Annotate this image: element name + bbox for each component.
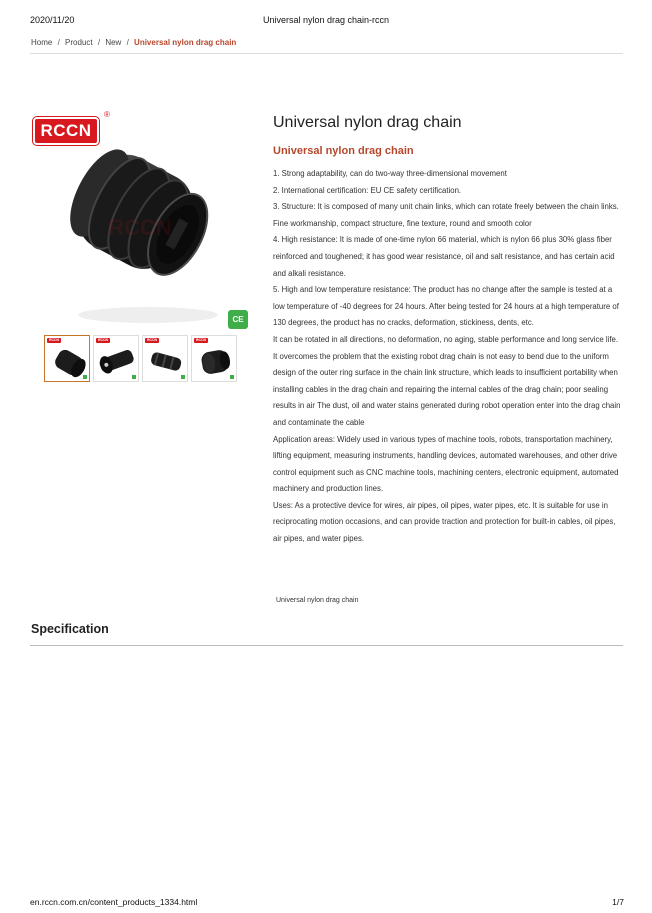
svg-text:RCCN: RCCN	[108, 215, 172, 240]
image-caption: Universal nylon drag chain	[276, 597, 359, 604]
description-paragraph: 2. International certification: EU CE safety certification.	[273, 185, 462, 195]
ce-mark-icon: CE	[228, 310, 248, 329]
description-paragraph: Application areas: Widely used in various types of machine tools, robots, transportation machinery, lifting equipment, measuring instruments, handling devices, automated warehouses, and other drive control equipment such as CNC machine tools, machining centers, electronic equipment, automated machinery and production lines.	[273, 434, 619, 494]
product-description	[273, 166, 625, 548]
product-main-image[interactable]	[30, 110, 251, 332]
description-paragraph: It can be rotated in all directions, no deformation, no aging, stable performance and long service life.	[273, 334, 618, 344]
thumbnail-ce-icon	[132, 375, 136, 379]
breadcrumb-product[interactable]: Product	[65, 38, 93, 47]
print-date: 2020/11/20	[30, 15, 75, 25]
breadcrumb-separator: /	[97, 38, 101, 47]
thumbnail-logo: RCCN	[48, 338, 60, 342]
registered-mark: ®	[104, 110, 110, 119]
description-paragraph: Uses: As a protective device for wires, air pipes, oil pipes, water pipes, etc. It is suitable for use in reciprocating motion occasions, and can provide traction and protection for built-in cables, oil pipes, air pipes, and water pipes.	[273, 500, 616, 544]
description-paragraph: It overcomes the problem that the existing robot drag chain is not easy to bend due to the uniform design of the outer ring surface in the chain link structure, which leads to insufficient portability when installing cables in the drag chain and repairing the internal cables of the drag chain; poor sealing results in air The dust, oil and water stains generated during robot operation enter into the drag chain and contaminate the cable	[273, 351, 621, 427]
thumbnail-logo: RCCN	[146, 338, 158, 342]
print-title: Universal nylon drag chain-rccn	[262, 15, 390, 25]
header-divider	[30, 53, 623, 54]
thumbnail-4[interactable]	[191, 335, 237, 382]
breadcrumb-current: Universal nylon drag chain	[134, 38, 237, 47]
product-title: Universal nylon drag chain	[273, 114, 462, 131]
description-paragraph: 3. Structure: It is composed of many unit chain links, which can rotate freely between the chain links. Fine workmanship, compact structure, fine texture, round and smooth color	[273, 202, 619, 228]
product-thumbnails	[44, 335, 240, 383]
thumbnail-logo: RCCN	[97, 338, 109, 342]
thumbnail-1[interactable]	[44, 335, 90, 382]
brand-logo: RCCN	[33, 117, 99, 145]
product-subtitle: Universal nylon drag chain	[273, 145, 414, 157]
print-header	[30, 15, 622, 27]
breadcrumb-separator: /	[57, 38, 60, 47]
thumbnail-ce-icon	[181, 375, 185, 379]
description-paragraph: 5. High and low temperature resistance: The product has no change after the sample is tested at a low temperature of -40 degrees for 24 hours. After being tested for 24 hours at a high temperature of 130 degrees, the product has no cracks, deformation, stickiness, dents, etc.	[273, 285, 619, 328]
thumbnail-3[interactable]	[142, 335, 188, 382]
thumbnail-ce-icon	[83, 375, 87, 379]
thumbnail-ce-icon	[230, 375, 234, 379]
breadcrumb-home[interactable]: Home	[31, 38, 53, 47]
thumbnail-logo: RCCN	[195, 338, 207, 342]
specification-divider	[30, 645, 623, 646]
print-url: en.rccn.com.cn/content_products_1334.html	[30, 897, 198, 907]
print-footer	[30, 897, 624, 909]
print-page-number: 1/7	[612, 897, 624, 907]
description-paragraph: 4. High resistance: It is made of one-time nylon 66 material, which is nylon 66 plus 30% glass fiber reinforced and toughened; it has good wear resistance, oil and salt resistance, and has certain acid and alkali resistance.	[273, 235, 615, 278]
breadcrumb-separator: /	[126, 38, 129, 47]
description-paragraph: 1. Strong adaptability, can do two-way three-dimensional movement	[273, 169, 507, 178]
breadcrumb-new[interactable]: New	[105, 38, 122, 47]
breadcrumb	[31, 38, 236, 47]
thumbnail-2[interactable]	[93, 335, 139, 382]
specification-heading: Specification	[31, 622, 109, 636]
